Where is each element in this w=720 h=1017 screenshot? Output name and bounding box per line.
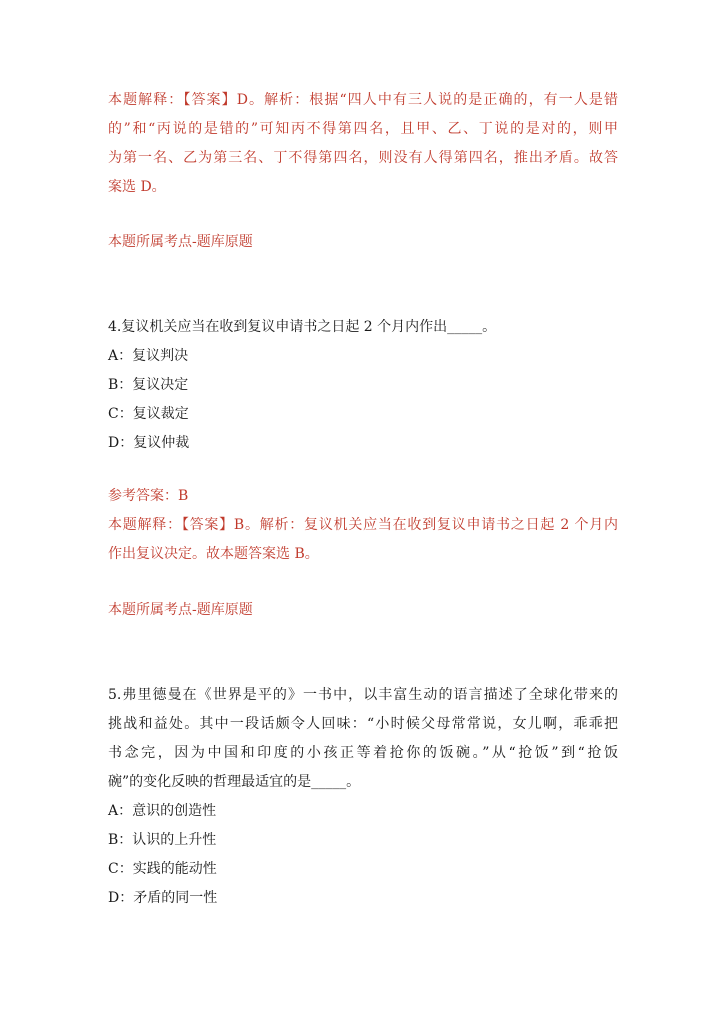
- q4-explanation-line: 作出复议决定。故本题答案选 B。: [108, 546, 319, 562]
- q4-source: [108, 596, 618, 625]
- q5-stem: [108, 681, 618, 797]
- q5-option-b: B：认识的上升性: [108, 832, 217, 848]
- q4-stem: [108, 313, 618, 342]
- q3-explanation: [108, 86, 618, 202]
- q4-answer-block: [108, 482, 618, 569]
- q4-source-text: 本题所属考点-题库原题: [108, 602, 253, 618]
- q5-option-d: D：矛盾的同一性: [108, 890, 218, 906]
- q3-source: [108, 228, 618, 257]
- q5-stem-line: 书念完，因为中国和印度的小孩正等着抢你的饭碗。”从“抢饭”到“抢饭: [108, 745, 618, 761]
- q5-stem-line: 碗”的变化反映的哲理最适宜的是_____。: [108, 774, 361, 790]
- q3-source-text: 本题所属考点-题库原题: [108, 234, 253, 250]
- q5-options: [108, 797, 618, 913]
- q5-stem-line: 挑战和益处。其中一段话颇令人回味：“小时候父母常常说，女儿啊，乖乖把: [108, 716, 618, 732]
- q5-option-a: A：意识的创造性: [108, 803, 217, 819]
- q4-option-d: D：复议仲裁: [108, 435, 190, 451]
- q3-explanation-line: 案选 D。: [108, 179, 166, 195]
- q3-explanation-line: 本题解释：【答案】D。解析：根据“四人中有三人说的是正确的，有一人是错: [108, 92, 618, 108]
- q4-explanation-line: 本题解释：【答案】B。解析：复议机关应当在收到复议申请书之日起 2 个月内: [108, 517, 618, 533]
- q4-options: [108, 342, 618, 458]
- q4-stem-line: 4.复议机关应当在收到复议申请书之日起 2 个月内作出_____。: [108, 319, 497, 335]
- q3-explanation-line: 为第一名、乙为第三名、丁不得第四名，则没有人得第四名，推出矛盾。故答: [108, 150, 618, 166]
- q4-option-c: C：复议裁定: [108, 406, 189, 422]
- q4-option-a: A：复议判决: [108, 348, 189, 364]
- q3-explanation-line: 的”和“丙说的是错的”可知丙不得第四名，且甲、乙、丁说的是对的，则甲: [108, 121, 618, 137]
- q4-answer: 参考答案：B: [108, 488, 189, 504]
- q4-option-b: B：复议决定: [108, 377, 189, 393]
- q5-stem-line: 5.弗里德曼在《世界是平的》一书中，以丰富生动的语言描述了全球化带来的: [108, 687, 618, 703]
- q5-option-c: C：实践的能动性: [108, 861, 217, 877]
